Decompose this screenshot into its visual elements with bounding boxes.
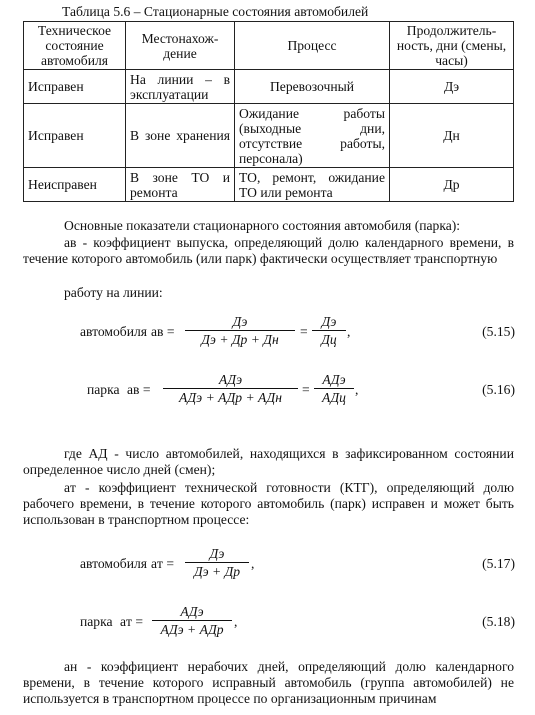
- ad-definition: где АД - число автомобилей, находящихся в зафиксированном состоянии определенное число дней (смен);: [23, 446, 514, 477]
- av-definition-cont: работу на линии:: [64, 285, 163, 300]
- formula-label: автомобиля: [80, 556, 148, 571]
- formula-5-16: [80, 371, 515, 411]
- equals-sign: =: [302, 382, 310, 397]
- comma: ,: [234, 614, 238, 629]
- table-row: [24, 70, 514, 104]
- formula-5-18: [80, 603, 515, 643]
- numerator: Дэ: [185, 313, 295, 331]
- formula-5-15: [80, 313, 515, 353]
- formula-lhs: aт =: [120, 614, 144, 629]
- table-caption: Таблица 5.6 – Стационарные состояния автомобилей: [62, 4, 369, 19]
- cell-days: Др: [390, 168, 514, 202]
- comma: ,: [347, 324, 351, 339]
- cell-process: Перевозочный: [235, 70, 390, 104]
- fraction: [163, 371, 298, 406]
- formula-5-17: [80, 545, 515, 585]
- header-state: Техническое состояние автомобиля: [24, 22, 126, 70]
- header-process: Процесс: [235, 22, 390, 70]
- table-row: [24, 104, 514, 168]
- formula-lhs: aв =: [127, 382, 151, 397]
- fraction: [185, 313, 295, 348]
- numerator: АДэ: [314, 371, 354, 389]
- cell-state: Неисправен: [24, 168, 126, 202]
- cell-days: Дн: [390, 104, 514, 168]
- denominator: АДэ + АДр + АДн: [179, 390, 282, 405]
- formula-lhs: aт =: [151, 556, 175, 571]
- cell-location: На линии – в эксплуатации: [126, 70, 235, 104]
- table-header-row: [24, 22, 514, 70]
- cell-location: В зоне хранения: [126, 104, 235, 168]
- numerator: АДэ: [152, 603, 232, 621]
- denominator: АДц: [322, 390, 346, 405]
- cell-days: Дэ: [390, 70, 514, 104]
- cell-location: В зоне ТО и ремонта: [126, 168, 235, 202]
- at-definition: aт - коэффициент технической готовности (КТГ), определяющий долю рабочего времени, в течение которого автомобиль (парк) исправен и может быть использован в транспортном процессе:: [23, 480, 514, 527]
- an-definition: aн - коэффициент нерабочих дней, определяющий долю календарного времени, в течение которого исправный автомобиль (группа автомобилей) не используется в транспортном процессе по организационным причинам: [23, 659, 514, 706]
- fraction: [152, 603, 232, 638]
- table-row: [24, 168, 514, 202]
- comma: ,: [355, 382, 359, 397]
- fraction: [314, 371, 354, 406]
- stationary-states-table: [23, 21, 514, 202]
- denominator: АДэ + АДр: [160, 622, 224, 637]
- equals-sign: =: [300, 324, 308, 339]
- equation-number: (5.15): [482, 324, 515, 339]
- av-definition: aв - коэффициент выпуска, определяющий долю календарного времени, в течение которого автомобиль (или парк) фактически осуществляет транспортную: [23, 235, 514, 266]
- header-duration: Продолжитель-ность, дни (смены, часы): [390, 22, 514, 70]
- formula-label: автомобиля: [80, 324, 148, 339]
- intro-paragraph: Основные показатели стационарного состояния автомобиля (парка):: [64, 218, 461, 233]
- cell-state: Исправен: [24, 70, 126, 104]
- fraction: [312, 313, 346, 348]
- cell-state: Исправен: [24, 104, 126, 168]
- numerator: Дэ: [185, 545, 249, 563]
- cell-process: ТО, ремонт, ожидание ТО или ремонта: [235, 168, 390, 202]
- numerator: Дэ: [312, 313, 346, 331]
- denominator: Дц: [321, 332, 337, 347]
- header-location: Местонахож-дение: [126, 22, 235, 70]
- fraction: [185, 545, 249, 580]
- cell-process: Ожидание работы (выходные дни, отсутствие работы, персонала): [235, 104, 390, 168]
- denominator: Дэ + Др: [193, 564, 241, 579]
- equation-number: (5.18): [482, 614, 515, 629]
- formula-label: парка: [87, 382, 120, 397]
- formula-lhs: aв =: [151, 324, 175, 339]
- denominator: Дэ + Др + Дн: [201, 332, 279, 347]
- equation-number: (5.17): [482, 556, 515, 571]
- equation-number: (5.16): [482, 382, 515, 397]
- numerator: АДэ: [163, 371, 298, 389]
- comma: ,: [251, 556, 255, 571]
- formula-label: парка: [80, 614, 113, 629]
